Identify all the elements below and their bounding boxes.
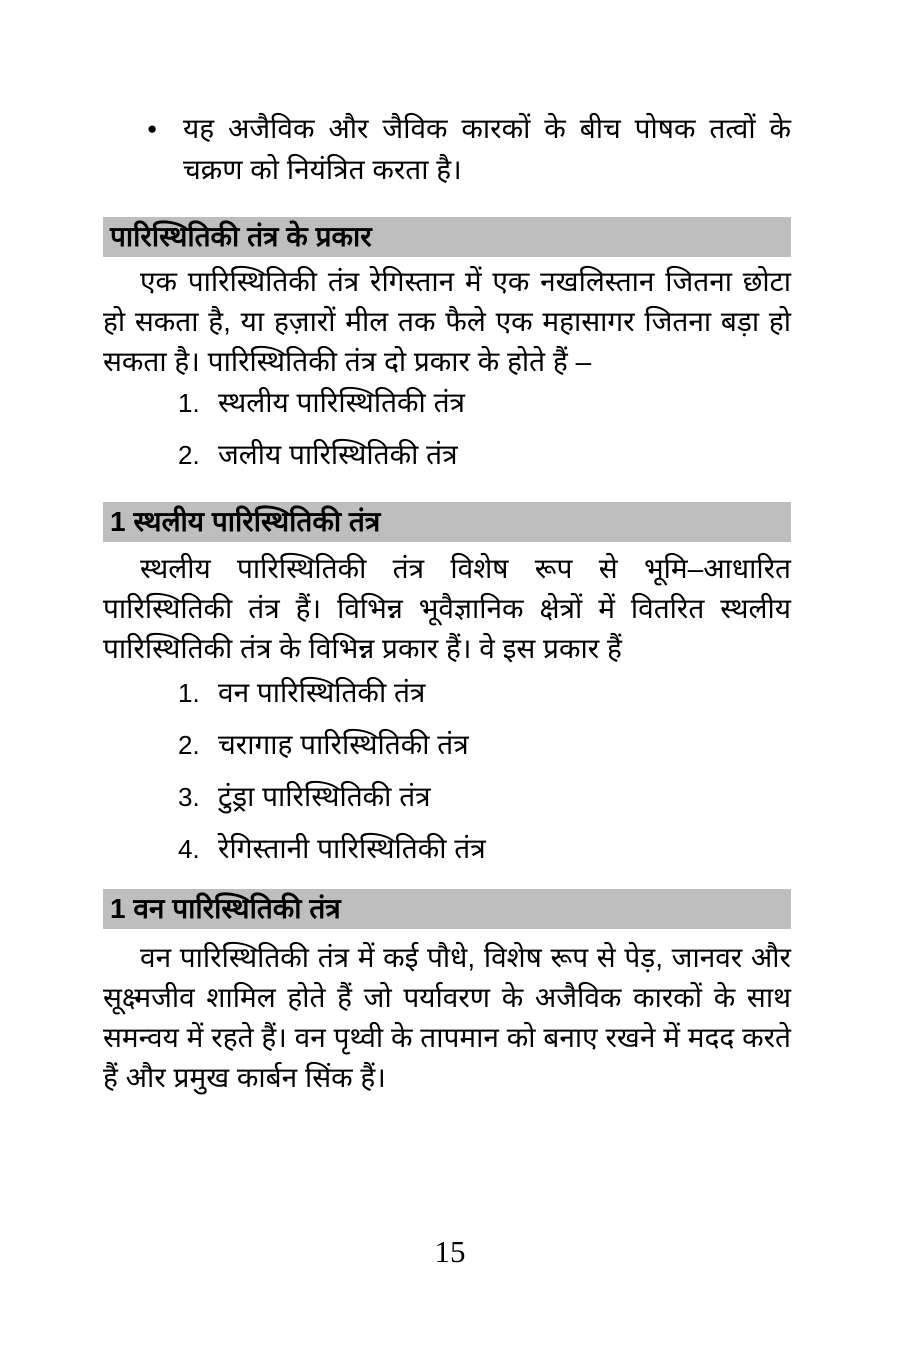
section-heading-terrestrial: 1 स्थलीय पारिस्थितिकी तंत्र [103, 502, 791, 542]
list-item [178, 829, 738, 869]
page-number: 15 [434, 1234, 466, 1269]
list-item [178, 777, 738, 817]
list-item [178, 383, 738, 423]
list-item-text: जलीय पारिस्थितिकी तंत्र [218, 439, 458, 470]
list-item [178, 725, 738, 765]
list-item [178, 673, 738, 713]
bullet-item [103, 108, 791, 190]
paragraph-ecosystem-intro: एक पारिस्थितिकी तंत्र रेगिस्तान में एक नखलिस्तान जितना छोटा हो सकता है, या हज़ारों मील तक फैले एक महासागर जितना बड़ा हो सकता है। पारिस्थितिकी तंत्र दो प्रकार के होते हैं – [103, 266, 791, 377]
terrestrial-type-list [178, 673, 738, 881]
section-heading-ecosystem-types: पारिस्थितिकी तंत्र के प्रकार [103, 217, 791, 257]
list-item [178, 435, 738, 475]
list-item-text: चरागाह पारिस्थितिकी तंत्र [218, 729, 469, 760]
paragraph-forest: वन पारिस्थितिकी तंत्र में कई पौधे, विशेष रूप से पेड़, जानवर और सूक्ष्मजीव शामिल होते हैं जो पर्यावरण के अजैविक कारकों के साथ समन्वय में रहते हैं। वन पृथ्वी के तापमान को बनाए रखने में मदद करते हैं और प्रमुख कार्बन सिंक हैं। [103, 942, 791, 1093]
list-item-text: टुंड्रा पारिस्थितिकी तंत्र [218, 781, 431, 812]
list-item-text: वन पारिस्थितिकी तंत्र [218, 677, 426, 708]
bullet-marker: ● [147, 119, 158, 138]
paragraph-terrestrial: स्थलीय पारिस्थितिकी तंत्र विशेष रूप से भूमि–आधारित पारिस्थितिकी तंत्र हैं। विभिन्न भूवैज्ञानिक क्षेत्रों में वितरित स्थलीय पारिस्थितिकी तंत्र के विभिन्न प्रकार हैं। वे इस प्रकार हैं [103, 553, 791, 664]
list-item-number: 4. [178, 834, 200, 864]
list-item-number: 2. [178, 730, 200, 760]
section-heading-forest: 1 वन पारिस्थितिकी तंत्र [103, 889, 791, 929]
list-item-number: 2. [178, 440, 200, 470]
bullet-text: यह अजैविक और जैविक कारकों के बीच पोषक तत्वों के चक्रण को नियंत्रित करता है। [183, 113, 791, 185]
ecosystem-type-list [178, 383, 738, 487]
list-item-number: 1. [178, 678, 200, 708]
list-item-text: स्थलीय पारिस्थितिकी तंत्र [218, 387, 465, 418]
list-item-number: 1. [178, 388, 200, 418]
list-item-number: 3. [178, 782, 200, 812]
list-item-text: रेगिस्तानी पारिस्थितिकी तंत्र [218, 833, 486, 864]
